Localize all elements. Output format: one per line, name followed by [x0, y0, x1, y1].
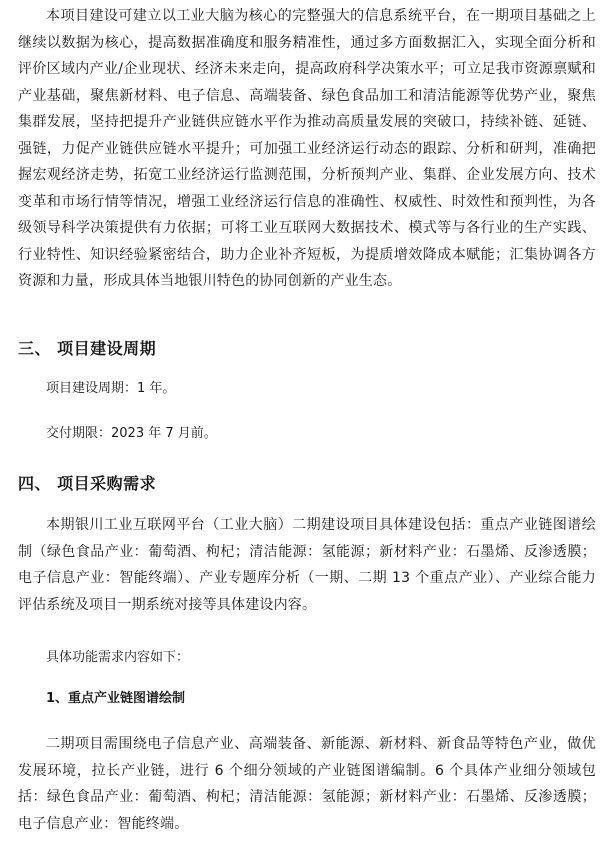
section-heading-requirements: 四、 项目采购需求 [18, 474, 157, 493]
period-text: 项目建设周期：1 年。 [46, 381, 176, 396]
chain-map-paragraph: 二期项目需围绕电子信息产业、高端装备、新能源、新材料、新食品等特色产业，做优发展环境，拉长产业链，进行 6 个细分领域的产业链图谱编制。6 个具体产业细分领域包括：绿色食品产业：葡萄酒、枸杞；清洁能源：氢能源；新材料产业：石墨烯、反渗透膜； 电子信息产业：智能终端。 [18, 736, 596, 832]
requirements-paragraph: 本期银川工业互联网平台（工业大脑）二期建设项目具体建设包括：重点产业链图谱绘制（绿色食品产业：葡萄酒、枸杞；清洁能源：氢能源；新材料产业：石墨烯、反渗透膜；电子信息产业：智能终端）、产业专题库分析（一期、二期 13 个重点产业）、产业综合能力评估系统及项目一期系统对接等具体建设内容。 [18, 517, 596, 613]
function-intro-text: 具体功能需求内容如下： [46, 650, 190, 665]
subsection-heading-chain-map: 1、重点产业链图谱绘制 [46, 691, 186, 706]
deadline-text: 交付期限：2023 年 7 月前。 [46, 426, 217, 441]
intro-paragraph: 本项目建设可建立以工业大脑为核心的完整强大的信息系统平台，在一期项目基础之上继续以数据为核心，提高数据准确度和服务精准性，通过多方面数据汇入，实现全面分析和评价区域内产业/企业现状、经济未来走向，提高政府科学决策水平；可立足我市资源禀赋和产业基础，聚焦新材料、电子信息、高端装备、绿色食品加工和清洁能源等优势产业，聚焦集群发展，坚持把提升产业链供应链水平作为推动高质量发展的突破口，持续补链、延链、强链，力促产业链供应链水平提升；可加强工业经济运行动态的跟踪、分析和研判，准确把握宏观经济走势，拓宽工业经济运行监测范围，分析预判产业、集群、企业发展方向、技术变革和市场行情等情况，增强工业经济运行信息的准确性、权威性、时效性和预判性，为各级领导科学决策提供有力依据；可将工业互联网大数据技术、模式等与各行业的生产实践、行业特性、知识经验紧密结合，助力企业补齐短板，为提质增效降成本赋能；汇集协调各方资源和力量，形成具体当地银川特色的协同创新的产业生态。 [18, 8, 596, 289]
section-heading-period: 三、 项目建设周期 [18, 339, 157, 358]
